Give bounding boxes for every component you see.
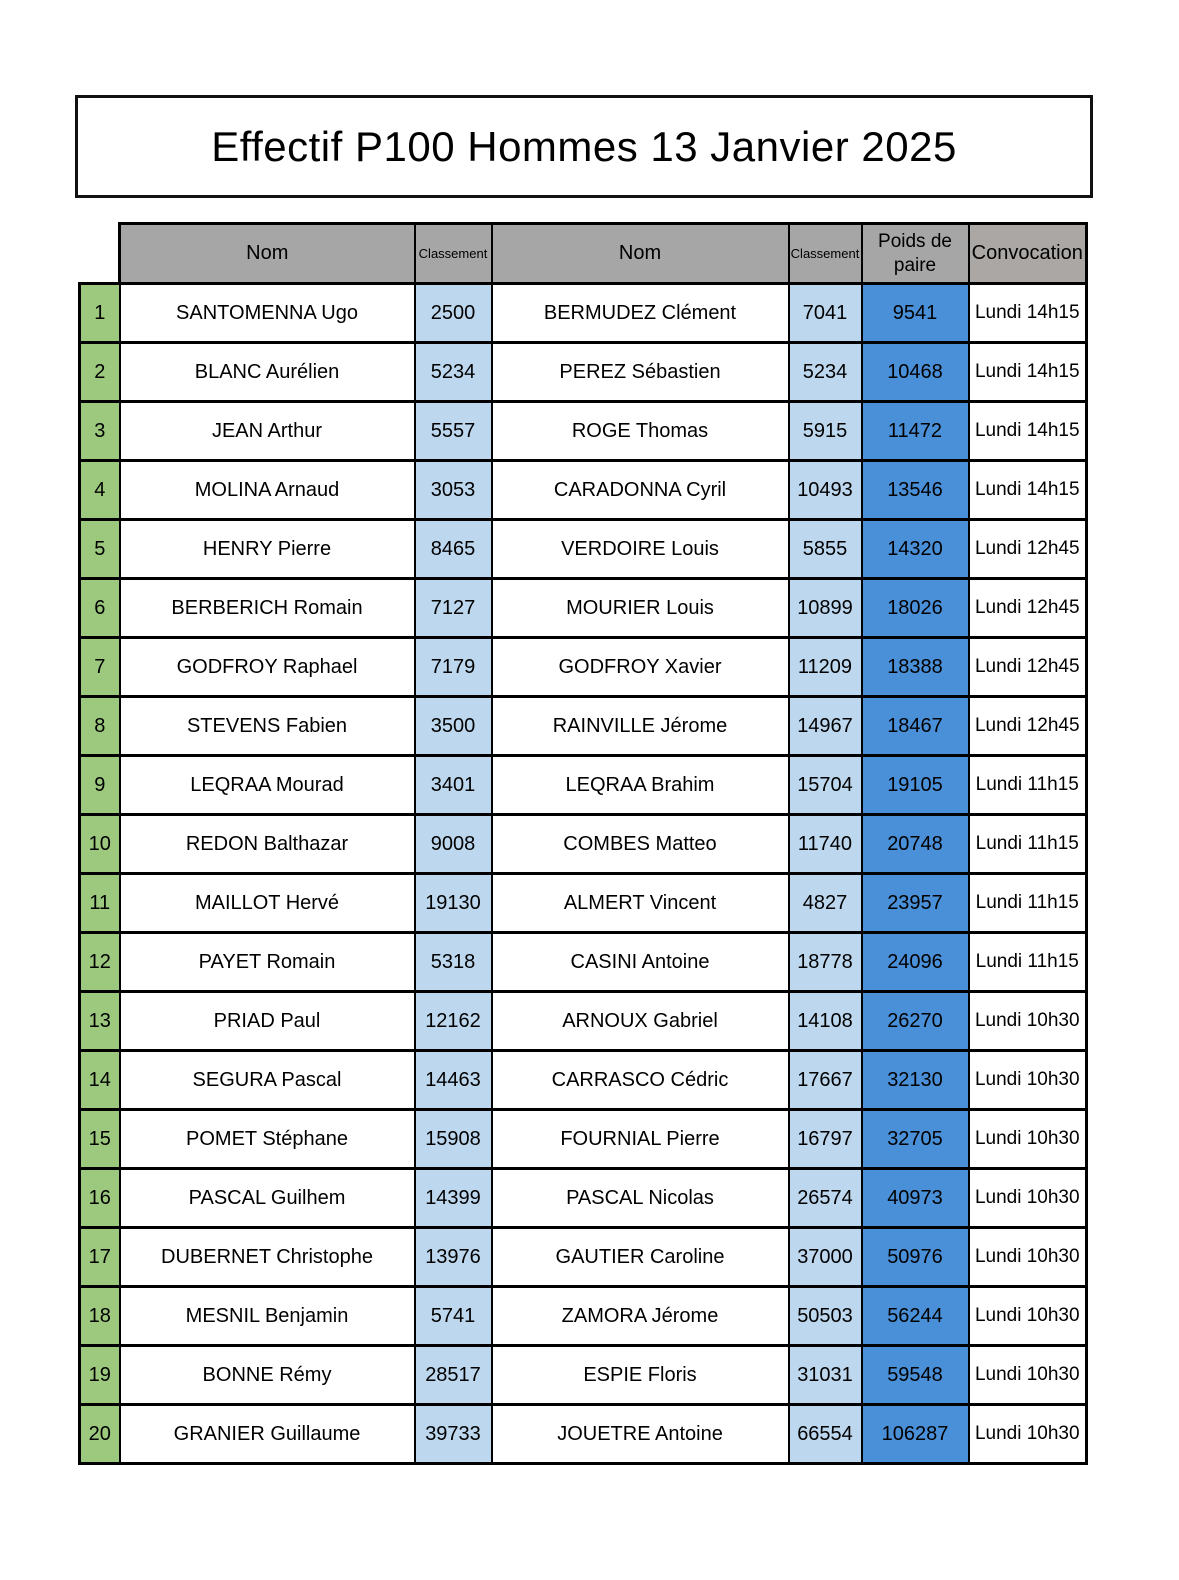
header-name1: Nom [120, 224, 415, 284]
pair-weight: 56244 [862, 1287, 969, 1346]
row-number: 9 [80, 756, 120, 815]
player2-name: PEREZ Sébastien [492, 343, 789, 402]
table-row [80, 697, 1087, 756]
player1-ranking: 3500 [415, 697, 492, 756]
player1-ranking: 12162 [415, 992, 492, 1051]
player2-name: MOURIER Louis [492, 579, 789, 638]
row-number: 1 [80, 284, 120, 343]
player1-ranking: 28517 [415, 1346, 492, 1405]
header-convocation: Convocation [969, 224, 1087, 284]
player1-name: JEAN Arthur [120, 402, 415, 461]
player1-ranking: 5557 [415, 402, 492, 461]
row-number: 15 [80, 1110, 120, 1169]
pair-weight: 32130 [862, 1051, 969, 1110]
player2-name: CARRASCO Cédric [492, 1051, 789, 1110]
player1-name: GRANIER Guillaume [120, 1405, 415, 1464]
pair-weight: 18388 [862, 638, 969, 697]
table-row [80, 638, 1087, 697]
player1-name: MOLINA Arnaud [120, 461, 415, 520]
pair-weight: 24096 [862, 933, 969, 992]
player1-ranking: 5318 [415, 933, 492, 992]
player2-name: ALMERT Vincent [492, 874, 789, 933]
player1-name: BONNE Rémy [120, 1346, 415, 1405]
player1-name: MAILLOT Hervé [120, 874, 415, 933]
convocation-time: Lundi 10h30 [969, 1169, 1087, 1228]
player1-ranking: 19130 [415, 874, 492, 933]
pair-weight: 26270 [862, 992, 969, 1051]
player2-name: ROGE Thomas [492, 402, 789, 461]
player2-name: JOUETRE Antoine [492, 1405, 789, 1464]
pair-weight: 13546 [862, 461, 969, 520]
row-number: 3 [80, 402, 120, 461]
pair-weight: 40973 [862, 1169, 969, 1228]
convocation-time: Lundi 14h15 [969, 284, 1087, 343]
player1-ranking: 3401 [415, 756, 492, 815]
player1-name: REDON Balthazar [120, 815, 415, 874]
convocation-time: Lundi 11h15 [969, 756, 1087, 815]
pair-weight: 9541 [862, 284, 969, 343]
convocation-time: Lundi 12h45 [969, 579, 1087, 638]
table-row [80, 1051, 1087, 1110]
pair-weight: 14320 [862, 520, 969, 579]
player1-name: STEVENS Fabien [120, 697, 415, 756]
table-row [80, 1110, 1087, 1169]
convocation-time: Lundi 14h15 [969, 461, 1087, 520]
convocation-time: Lundi 10h30 [969, 1110, 1087, 1169]
roster-table [78, 222, 1088, 1465]
convocation-time: Lundi 10h30 [969, 1405, 1087, 1464]
player2-name: RAINVILLE Jérome [492, 697, 789, 756]
player2-ranking: 16797 [789, 1110, 862, 1169]
page-title: Effectif P100 Hommes 13 Janvier 2025 [211, 122, 957, 170]
player1-name: DUBERNET Christophe [120, 1228, 415, 1287]
convocation-time: Lundi 10h30 [969, 1346, 1087, 1405]
player2-ranking: 4827 [789, 874, 862, 933]
player1-name: SEGURA Pascal [120, 1051, 415, 1110]
player2-ranking: 37000 [789, 1228, 862, 1287]
player2-ranking: 18778 [789, 933, 862, 992]
player1-name: PAYET Romain [120, 933, 415, 992]
player2-name: GODFROY Xavier [492, 638, 789, 697]
player2-ranking: 17667 [789, 1051, 862, 1110]
convocation-time: Lundi 11h15 [969, 815, 1087, 874]
pair-weight: 10468 [862, 343, 969, 402]
player1-ranking: 39733 [415, 1405, 492, 1464]
player1-ranking: 3053 [415, 461, 492, 520]
row-number: 16 [80, 1169, 120, 1228]
player1-name: PRIAD Paul [120, 992, 415, 1051]
player2-name: ARNOUX Gabriel [492, 992, 789, 1051]
row-number: 4 [80, 461, 120, 520]
table-row [80, 992, 1087, 1051]
player2-name: FOURNIAL Pierre [492, 1110, 789, 1169]
row-number: 8 [80, 697, 120, 756]
player2-name: COMBES Matteo [492, 815, 789, 874]
convocation-time: Lundi 12h45 [969, 697, 1087, 756]
table-row [80, 343, 1087, 402]
pair-weight: 18026 [862, 579, 969, 638]
player2-ranking: 7041 [789, 284, 862, 343]
header-row [80, 224, 1087, 284]
convocation-time: Lundi 10h30 [969, 1228, 1087, 1287]
player1-name: POMET Stéphane [120, 1110, 415, 1169]
player1-ranking: 13976 [415, 1228, 492, 1287]
row-number: 14 [80, 1051, 120, 1110]
player1-ranking: 8465 [415, 520, 492, 579]
player2-ranking: 10899 [789, 579, 862, 638]
player1-name: GODFROY Raphael [120, 638, 415, 697]
table-row [80, 579, 1087, 638]
pair-weight: 23957 [862, 874, 969, 933]
table-row [80, 815, 1087, 874]
player2-ranking: 5234 [789, 343, 862, 402]
row-number: 7 [80, 638, 120, 697]
row-number: 10 [80, 815, 120, 874]
player2-ranking: 50503 [789, 1287, 862, 1346]
convocation-time: Lundi 12h45 [969, 638, 1087, 697]
player2-name: BERMUDEZ Clément [492, 284, 789, 343]
convocation-time: Lundi 10h30 [969, 1051, 1087, 1110]
header-name2: Nom [492, 224, 789, 284]
table-row [80, 1169, 1087, 1228]
player1-ranking: 14399 [415, 1169, 492, 1228]
pair-weight: 18467 [862, 697, 969, 756]
pair-weight: 11472 [862, 402, 969, 461]
row-number: 19 [80, 1346, 120, 1405]
convocation-time: Lundi 14h15 [969, 402, 1087, 461]
row-number: 6 [80, 579, 120, 638]
table-row [80, 284, 1087, 343]
table-row [80, 1346, 1087, 1405]
title-box [75, 95, 1093, 198]
corner-spacer [80, 224, 120, 284]
player1-name: LEQRAA Mourad [120, 756, 415, 815]
pair-weight: 50976 [862, 1228, 969, 1287]
table-row [80, 874, 1087, 933]
player1-ranking: 5234 [415, 343, 492, 402]
row-number: 18 [80, 1287, 120, 1346]
table-row [80, 402, 1087, 461]
pair-weight: 20748 [862, 815, 969, 874]
convocation-time: Lundi 10h30 [969, 992, 1087, 1051]
convocation-time: Lundi 12h45 [969, 520, 1087, 579]
player2-ranking: 14967 [789, 697, 862, 756]
player1-name: HENRY Pierre [120, 520, 415, 579]
player2-name: ESPIE Floris [492, 1346, 789, 1405]
player2-ranking: 5915 [789, 402, 862, 461]
row-number: 13 [80, 992, 120, 1051]
table-row [80, 461, 1087, 520]
pair-weight: 59548 [862, 1346, 969, 1405]
player1-ranking: 14463 [415, 1051, 492, 1110]
player2-name: ZAMORA Jérome [492, 1287, 789, 1346]
player2-name: GAUTIER Caroline [492, 1228, 789, 1287]
convocation-time: Lundi 10h30 [969, 1287, 1087, 1346]
pair-weight: 19105 [862, 756, 969, 815]
pair-weight: 106287 [862, 1405, 969, 1464]
player2-name: CASINI Antoine [492, 933, 789, 992]
player2-ranking: 26574 [789, 1169, 862, 1228]
player2-ranking: 11740 [789, 815, 862, 874]
player1-ranking: 2500 [415, 284, 492, 343]
table-row [80, 756, 1087, 815]
table-body [80, 284, 1087, 1464]
player2-name: CARADONNA Cyril [492, 461, 789, 520]
row-number: 17 [80, 1228, 120, 1287]
player1-ranking: 7179 [415, 638, 492, 697]
player1-name: PASCAL Guilhem [120, 1169, 415, 1228]
player1-ranking: 15908 [415, 1110, 492, 1169]
player2-ranking: 31031 [789, 1346, 862, 1405]
pair-weight: 32705 [862, 1110, 969, 1169]
player1-name: BERBERICH Romain [120, 579, 415, 638]
table-row [80, 1228, 1087, 1287]
player2-ranking: 10493 [789, 461, 862, 520]
player2-ranking: 66554 [789, 1405, 862, 1464]
player2-name: PASCAL Nicolas [492, 1169, 789, 1228]
convocation-time: Lundi 14h15 [969, 343, 1087, 402]
player1-ranking: 7127 [415, 579, 492, 638]
header-ranking2: Classement [789, 224, 862, 284]
player1-ranking: 5741 [415, 1287, 492, 1346]
convocation-time: Lundi 11h15 [969, 874, 1087, 933]
row-number: 5 [80, 520, 120, 579]
row-number: 20 [80, 1405, 120, 1464]
player2-ranking: 5855 [789, 520, 862, 579]
table-row [80, 520, 1087, 579]
header-pair-weight: Poids de paire [862, 224, 969, 284]
player2-ranking: 14108 [789, 992, 862, 1051]
row-number: 12 [80, 933, 120, 992]
table-row [80, 933, 1087, 992]
player2-name: VERDOIRE Louis [492, 520, 789, 579]
header-ranking1: Classement [415, 224, 492, 284]
table-row [80, 1287, 1087, 1346]
row-number: 2 [80, 343, 120, 402]
player2-ranking: 15704 [789, 756, 862, 815]
player2-name: LEQRAA Brahim [492, 756, 789, 815]
player1-ranking: 9008 [415, 815, 492, 874]
player1-name: BLANC Aurélien [120, 343, 415, 402]
player1-name: SANTOMENNA Ugo [120, 284, 415, 343]
convocation-time: Lundi 11h15 [969, 933, 1087, 992]
table-row [80, 1405, 1087, 1464]
row-number: 11 [80, 874, 120, 933]
player2-ranking: 11209 [789, 638, 862, 697]
player1-name: MESNIL Benjamin [120, 1287, 415, 1346]
